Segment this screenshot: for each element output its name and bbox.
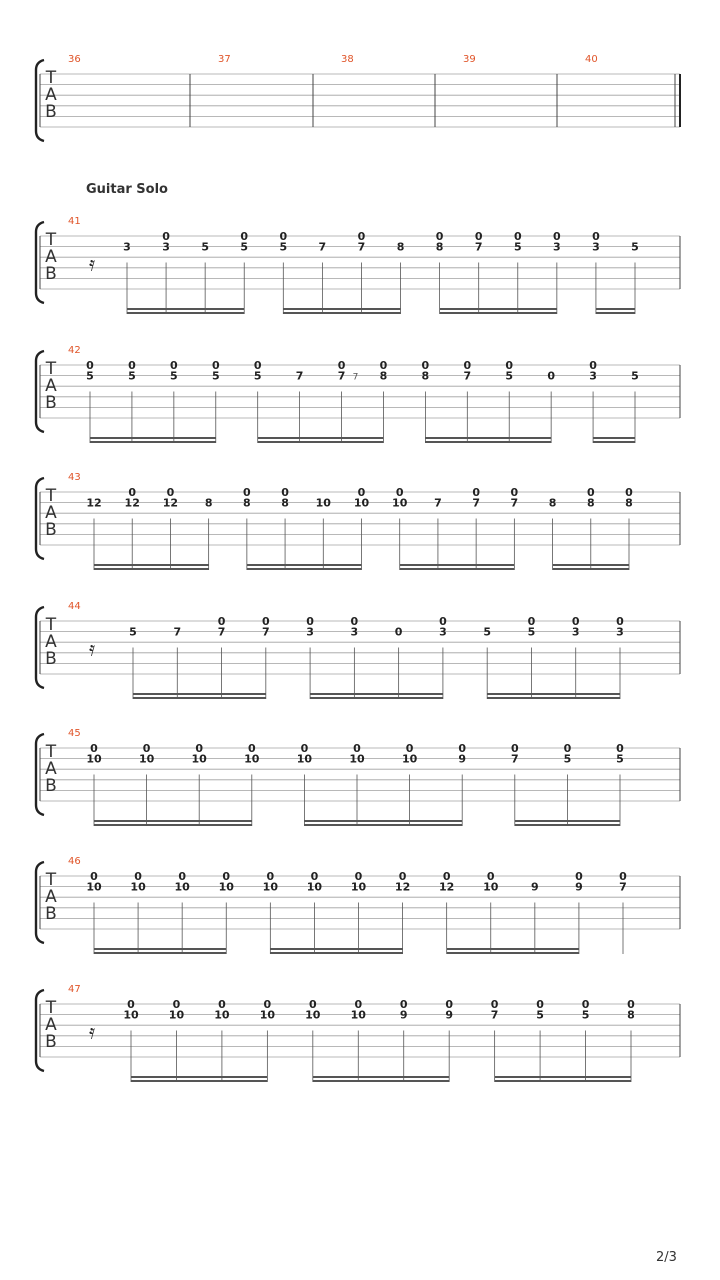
fret-number: 0 — [616, 615, 624, 628]
beam — [313, 1076, 449, 1078]
tab-clef-letter: T — [45, 998, 57, 1018]
beam — [283, 312, 400, 314]
fret-number: 8 — [421, 369, 430, 383]
beam — [310, 697, 443, 699]
fret-number: 0 — [195, 742, 204, 755]
beam — [593, 441, 635, 443]
beam — [495, 1076, 631, 1078]
fret-number: 10 — [130, 880, 146, 894]
fret-number: 7 — [357, 240, 366, 254]
beam — [258, 437, 384, 439]
measure-number: 43 — [68, 472, 81, 483]
beam — [127, 308, 244, 310]
fret-number: 0 — [442, 870, 451, 883]
tab-clef-letter: A — [45, 759, 57, 779]
fret-number: 7 — [490, 1008, 499, 1022]
fret-number: 0 — [243, 486, 251, 499]
beam — [131, 1076, 267, 1078]
fret-number: 12 — [162, 496, 179, 510]
rest-symbol: 𝄿 — [88, 1019, 96, 1044]
grace-note-fret: 7 — [352, 372, 359, 383]
fret-number: 0 — [575, 870, 583, 883]
fret-number: 3 — [123, 240, 131, 254]
fret-number: 8 — [204, 496, 213, 510]
fret-number: 7 — [463, 369, 472, 383]
fret-number: 10 — [174, 880, 190, 894]
tab-clef-letter: A — [45, 1015, 57, 1035]
beam — [487, 693, 620, 695]
fret-number: 10 — [123, 1008, 139, 1022]
measure-number: 36 — [68, 54, 81, 65]
fret-number: 0 — [310, 870, 319, 883]
fret-number: 3 — [553, 240, 561, 254]
fret-number: 12 — [86, 496, 102, 510]
rest-symbol: 𝄿 — [88, 251, 96, 276]
fret-number: 8 — [243, 496, 251, 510]
fret-number: 9 — [399, 1008, 408, 1022]
beam — [447, 952, 579, 954]
tab-clef-letter: B — [45, 520, 57, 540]
fret-number: 0 — [218, 998, 226, 1011]
beam — [131, 1080, 267, 1082]
tab-clef-letter: A — [45, 247, 57, 267]
measure-number: 42 — [68, 345, 81, 356]
fret-number: 5 — [201, 240, 209, 254]
fret-number: 8 — [396, 240, 405, 254]
fret-number: 0 — [178, 870, 186, 883]
beam — [94, 564, 209, 566]
measure-number: 45 — [68, 728, 81, 739]
fret-number: 0 — [172, 998, 181, 1011]
fret-number: 10 — [305, 1008, 321, 1022]
fret-number: 0 — [421, 359, 430, 372]
fret-number: 5 — [536, 1008, 544, 1022]
fret-number: 0 — [379, 359, 388, 372]
tab-clef-letter: T — [45, 68, 57, 88]
fret-number: 0 — [261, 615, 270, 628]
beam — [553, 568, 629, 570]
fret-number: 0 — [395, 486, 404, 499]
fret-number: 0 — [472, 486, 480, 499]
tab-clef-letter: B — [45, 1032, 57, 1052]
tab-clef-letter: T — [45, 359, 57, 379]
fret-number: 3 — [571, 625, 580, 639]
fret-number: 7 — [318, 240, 327, 254]
measure-number: 44 — [68, 601, 81, 612]
fret-number: 0 — [398, 870, 407, 883]
fret-number: 5 — [527, 625, 536, 639]
fret-number: 0 — [527, 615, 536, 628]
fret-number: 5 — [483, 625, 492, 639]
fret-number: 3 — [616, 625, 624, 639]
fret-number: 10 — [350, 1008, 366, 1022]
fret-number: 0 — [510, 486, 519, 499]
beam — [447, 948, 579, 950]
fret-number: 0 — [586, 486, 595, 499]
tab-clef-letter: A — [45, 632, 57, 652]
fret-number: 0 — [354, 998, 363, 1011]
fret-number: 0 — [486, 870, 495, 883]
fret-number: 10 — [138, 752, 155, 766]
fret-number: 0 — [399, 998, 408, 1011]
beam — [440, 308, 557, 310]
fret-number: 0 — [589, 359, 597, 372]
fret-number: 10 — [350, 880, 367, 894]
beam — [593, 437, 635, 439]
fret-number: 0 — [350, 615, 359, 628]
fret-number: 0 — [337, 359, 346, 372]
fret-number: 0 — [553, 230, 561, 243]
tab-clef-letter: T — [45, 230, 57, 250]
fret-number: 7 — [510, 752, 519, 766]
beam — [487, 697, 620, 699]
beam — [304, 824, 462, 826]
fret-number: 0 — [263, 998, 272, 1011]
rest-symbol: 𝄿 — [88, 636, 96, 661]
fret-number: 5 — [505, 369, 514, 383]
measure-number: 38 — [341, 54, 354, 65]
fret-number: 0 — [308, 998, 317, 1011]
fret-number: 10 — [244, 752, 260, 766]
fret-number: 0 — [463, 359, 472, 372]
fret-number: 10 — [296, 752, 313, 766]
beam — [247, 568, 362, 570]
fret-number: 7 — [474, 240, 483, 254]
beam — [515, 820, 620, 822]
fret-number: 0 — [357, 230, 366, 243]
fret-number: 10 — [168, 1008, 185, 1022]
fret-number: 0 — [510, 742, 519, 755]
beam — [94, 952, 226, 954]
measure-number: 47 — [68, 984, 81, 995]
beam — [425, 437, 551, 439]
fret-number: 7 — [434, 496, 442, 510]
fret-number: 0 — [357, 486, 366, 499]
fret-number: 5 — [631, 240, 639, 254]
beam — [247, 564, 362, 566]
fret-number: 0 — [253, 359, 262, 372]
fret-number: 10 — [349, 752, 365, 766]
fret-number: 7 — [261, 625, 270, 639]
fret-number: 0 — [90, 742, 98, 755]
fret-number: 9 — [445, 1008, 454, 1022]
beam — [310, 693, 443, 695]
fret-number: 0 — [547, 369, 555, 383]
fret-number: 7 — [510, 496, 519, 510]
beam — [495, 1080, 631, 1082]
fret-number: 10 — [353, 496, 370, 510]
measure-number: 41 — [68, 216, 81, 227]
beam — [313, 1080, 449, 1082]
fret-number: 12 — [439, 880, 455, 894]
fret-number: 10 — [86, 880, 102, 894]
beam — [258, 441, 384, 443]
beam — [133, 693, 266, 695]
fret-number: 3 — [589, 369, 597, 383]
fret-number: 3 — [350, 625, 359, 639]
fret-number: 10 — [483, 880, 499, 894]
fret-number: 0 — [166, 486, 175, 499]
fret-number: 0 — [266, 870, 275, 883]
measure-number: 39 — [463, 54, 476, 65]
fret-number: 9 — [458, 752, 467, 766]
beam — [400, 568, 515, 570]
fret-number: 0 — [354, 870, 363, 883]
tab-clef-letter: A — [45, 887, 57, 907]
fret-number: 0 — [281, 486, 289, 499]
fret-number: 0 — [513, 230, 522, 243]
fret-number: 3 — [439, 625, 447, 639]
beam — [515, 824, 620, 826]
fret-number: 0 — [134, 870, 142, 883]
fret-number: 5 — [128, 369, 136, 383]
fret-number: 12 — [124, 496, 140, 510]
fret-number: 0 — [405, 742, 414, 755]
beam — [133, 697, 266, 699]
fret-number: 0 — [162, 230, 170, 243]
fret-number: 10 — [218, 880, 234, 894]
fret-number: 0 — [625, 486, 633, 499]
fret-number: 10 — [259, 1008, 276, 1022]
fret-number: 0 — [619, 870, 627, 883]
beam — [283, 308, 400, 310]
fret-number: 5 — [581, 1008, 590, 1022]
beam — [94, 824, 252, 826]
tab-clef-letter: T — [45, 486, 57, 506]
fret-number: 0 — [563, 742, 572, 755]
beam — [425, 441, 551, 443]
beam — [90, 437, 216, 439]
fret-number: 0 — [571, 615, 580, 628]
beam — [127, 312, 244, 314]
fret-number: 0 — [86, 359, 94, 372]
beam — [270, 952, 402, 954]
fret-number: 0 — [142, 742, 151, 755]
fret-number: 5 — [86, 369, 94, 383]
fret-number: 3 — [592, 240, 600, 254]
fret-number: 0 — [353, 742, 361, 755]
fret-number: 5 — [631, 369, 639, 383]
fret-number: 5 — [170, 369, 178, 383]
fret-number: 0 — [222, 870, 231, 883]
fret-number: 0 — [458, 742, 467, 755]
beam — [90, 441, 216, 443]
fret-number: 0 — [505, 359, 514, 372]
fret-number: 5 — [616, 752, 624, 766]
fret-number: 3 — [306, 625, 314, 639]
beam — [94, 948, 226, 950]
tab-clef-letter: B — [45, 649, 57, 669]
fret-number: 0 — [170, 359, 178, 372]
fret-number: 7 — [472, 496, 480, 510]
fret-number: 0 — [616, 742, 624, 755]
fret-number: 10 — [392, 496, 408, 510]
fret-number: 0 — [279, 230, 288, 243]
tab-clef-letter: B — [45, 264, 57, 284]
tab-clef-letter: A — [45, 85, 57, 105]
beam — [596, 308, 635, 310]
fret-number: 0 — [240, 230, 249, 243]
fret-number: 0 — [128, 359, 136, 372]
fret-number: 7 — [295, 369, 304, 383]
tab-clef-letter: B — [45, 102, 57, 122]
fret-number: 0 — [394, 625, 403, 639]
fret-number: 10 — [86, 752, 102, 766]
fret-number: 0 — [490, 998, 499, 1011]
fret-number: 10 — [214, 1008, 230, 1022]
section-label-guitar-solo: Guitar Solo — [86, 182, 168, 197]
fret-number: 0 — [445, 998, 454, 1011]
fret-number: 10 — [315, 496, 331, 510]
fret-number: 7 — [337, 369, 346, 383]
beam — [400, 564, 515, 566]
fret-number: 10 — [306, 880, 323, 894]
fret-number: 0 — [536, 998, 544, 1011]
fret-number: 0 — [128, 486, 137, 499]
fret-number: 0 — [211, 359, 220, 372]
fret-number: 0 — [435, 230, 444, 243]
fret-number: 0 — [474, 230, 483, 243]
tab-clef-letter: A — [45, 503, 57, 523]
beam — [94, 568, 209, 570]
measure-number: 46 — [68, 856, 81, 867]
fret-number: 8 — [625, 496, 633, 510]
fret-number: 8 — [281, 496, 289, 510]
fret-number: 5 — [211, 369, 220, 383]
tab-clef-letter: A — [45, 376, 57, 396]
fret-number: 8 — [435, 240, 444, 254]
fret-number: 0 — [581, 998, 590, 1011]
fret-number: 0 — [439, 615, 447, 628]
beam — [304, 820, 462, 822]
beam — [553, 564, 629, 566]
fret-number: 10 — [262, 880, 278, 894]
fret-number: 0 — [90, 870, 98, 883]
fret-number: 8 — [627, 1008, 635, 1022]
tab-clef-letter: B — [45, 904, 57, 924]
tab-clef-letter: T — [45, 870, 57, 890]
tab-clef-letter: T — [45, 742, 57, 762]
page-number: 2/3 — [656, 1250, 677, 1265]
fret-number: 0 — [217, 615, 226, 628]
fret-number: 8 — [586, 496, 595, 510]
fret-number: 5 — [240, 240, 249, 254]
tab-clef-letter: B — [45, 393, 57, 413]
beam — [270, 948, 402, 950]
tab-clef-letter: T — [45, 615, 57, 635]
fret-number: 5 — [253, 369, 262, 383]
beam — [440, 312, 557, 314]
fret-number: 0 — [592, 230, 600, 243]
fret-number: 8 — [548, 496, 557, 510]
beam — [596, 312, 635, 314]
measure-number: 40 — [585, 54, 598, 65]
fret-number: 0 — [627, 998, 635, 1011]
fret-number: 9 — [531, 880, 539, 894]
fret-number: 8 — [379, 369, 388, 383]
fret-number: 5 — [279, 240, 288, 254]
fret-number: 12 — [394, 880, 411, 894]
beam — [94, 820, 252, 822]
fret-number: 7 — [173, 625, 182, 639]
fret-number: 7 — [217, 625, 226, 639]
fret-number: 3 — [162, 240, 170, 254]
fret-number: 9 — [575, 880, 583, 894]
fret-number: 5 — [129, 625, 137, 639]
fret-number: 0 — [306, 615, 314, 628]
fret-number: 10 — [401, 752, 418, 766]
fret-number: 0 — [247, 742, 256, 755]
tab-clef-letter: B — [45, 776, 57, 796]
fret-number: 0 — [127, 998, 135, 1011]
fret-number: 5 — [513, 240, 522, 254]
fret-number: 0 — [300, 742, 309, 755]
fret-number: 10 — [191, 752, 207, 766]
measure-number: 37 — [218, 54, 231, 65]
fret-number: 5 — [563, 752, 572, 766]
fret-number: 7 — [619, 880, 627, 894]
